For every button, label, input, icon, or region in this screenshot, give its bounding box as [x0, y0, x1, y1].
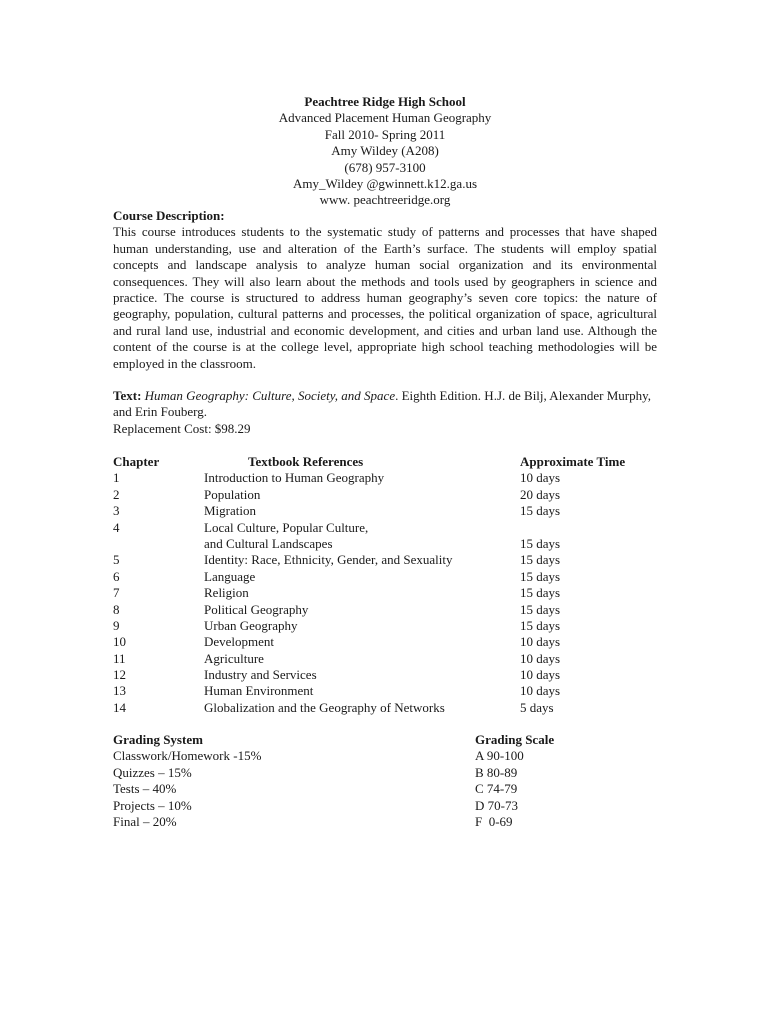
chapter-title-line2: and Cultural Landscapes	[204, 535, 333, 551]
grading-scale-item: D 70-73	[475, 797, 518, 813]
chapter-title: Political Geography	[204, 601, 309, 617]
chapter-number: 12	[113, 667, 126, 683]
chapter-title-line1: Local Culture, Popular Culture,	[204, 519, 369, 535]
chapter-title: Globalization and the Geography of Networks	[204, 699, 445, 715]
chapter-number: 9	[113, 617, 120, 633]
chapter-time: 20 days	[520, 486, 561, 502]
school-name: Peachtree Ridge High School	[304, 94, 466, 109]
chapter-number: 6	[113, 568, 120, 584]
course-description	[113, 208, 657, 372]
grading-scale-item: C 74-79	[475, 781, 518, 797]
table-row	[113, 487, 673, 503]
chapter-number: 8	[113, 601, 120, 617]
grading-system-item: Projects – 10%	[113, 797, 192, 813]
grading-system-item: Final – 20%	[113, 813, 177, 829]
chapter-time: 15 days	[520, 617, 561, 633]
header-references: Textbook References	[248, 454, 364, 469]
chapter-title: Human Environment	[204, 683, 314, 699]
chapter-time: 15 days	[520, 503, 561, 519]
description-body: This course introduces students to the systematic study of patterns and processes that have shaped human understanding, use and alteration of the Earth’s surface. The students will employ spatial concepts and landscape analysis to analyze human social organization and its environmental consequences. They will also learn about the methods and tools used by geographers in science and practice. The course is structured to address human geography’s seven core topics: the nature of geography, population, cultural patterns and processes, the political organization of space, agricultural and rural land use, industrial and economic development, and cities and urban land use. Although the content of the course is at the college level, appropriate high school teaching methodologies will be employed in the classroom.	[113, 224, 657, 371]
chapter-number: 3	[113, 503, 120, 519]
textbook-citation	[113, 388, 657, 421]
header-chapter: Chapter	[113, 454, 160, 469]
chapter-table	[113, 454, 673, 716]
chapter-time: 10 days	[520, 634, 561, 650]
textbook-title: Human Geography: Culture, Society, and Space	[144, 388, 396, 403]
grading-system-item: Classwork/Homework -15%	[113, 748, 262, 764]
table-row	[113, 634, 673, 650]
chapter-table-header	[113, 454, 673, 470]
table-row	[113, 520, 673, 553]
phone-number: (678) 957-3100	[344, 159, 426, 175]
chapter-title: Urban Geography	[204, 617, 298, 633]
table-row	[113, 470, 673, 486]
chapter-title: Introduction to Human Geography	[204, 470, 385, 486]
chapter-number: 10	[113, 634, 126, 650]
chapter-number: 13	[113, 683, 126, 699]
chapter-time: 10 days	[520, 667, 561, 683]
grading-system-heading: Grading System	[113, 732, 203, 747]
chapter-number: 14	[113, 699, 126, 715]
chapter-time: 15 days	[520, 601, 561, 617]
table-row	[113, 651, 673, 667]
chapter-number: 4	[113, 519, 120, 535]
email-address: Amy_Wildey @gwinnett.k12.ga.us	[292, 176, 478, 192]
document-header	[0, 94, 770, 209]
chapter-title: Industry and Services	[204, 667, 317, 683]
table-row	[113, 602, 673, 618]
grading-scale	[475, 732, 554, 830]
chapter-title: Identity: Race, Ethnicity, Gender, and Sexuality	[204, 552, 453, 568]
grading-system	[113, 732, 261, 830]
chapter-time: 15 days	[520, 585, 561, 601]
grading-system-item: Tests – 40%	[113, 781, 177, 797]
table-row	[113, 552, 673, 568]
header-time: Approximate Time	[520, 453, 626, 469]
chapter-number: 11	[113, 650, 126, 666]
chapter-number: 5	[113, 552, 120, 568]
chapter-title: Religion	[204, 585, 249, 601]
chapter-time: 5 days	[520, 699, 554, 715]
term: Fall 2010- Spring 2011	[324, 126, 446, 142]
chapter-title: Migration	[204, 503, 256, 519]
chapter-number: 1	[113, 470, 120, 486]
chapter-time: 15 days	[520, 568, 561, 584]
course-name: Advanced Placement Human Geography	[278, 110, 492, 126]
website: www. peachtreeridge.org	[319, 192, 451, 208]
chapter-title: Language	[204, 568, 256, 584]
chapter-number: 7	[113, 585, 120, 601]
chapter-time: 10 days	[520, 683, 561, 699]
table-row	[113, 569, 673, 585]
table-row	[113, 700, 673, 716]
table-row	[113, 683, 673, 699]
table-row	[113, 618, 673, 634]
grading-system-item: Quizzes – 15%	[113, 764, 192, 780]
table-row	[113, 667, 673, 683]
chapter-time: 15 days	[520, 552, 561, 568]
replacement-cost: Replacement Cost: $98.29	[113, 420, 251, 436]
chapter-title: Agriculture	[204, 650, 264, 666]
chapter-title: Development	[204, 634, 275, 650]
chapter-time: 10 days	[520, 650, 561, 666]
grading-scale-item: B 80-89	[475, 764, 518, 780]
chapter-number: 2	[113, 486, 120, 502]
chapter-title: Population	[204, 486, 261, 502]
grading-scale-item: F 0-69	[475, 813, 513, 829]
chapter-time: 15 days	[520, 535, 561, 551]
description-heading: Course Description:	[113, 208, 225, 223]
table-row	[113, 585, 673, 601]
grading-scale-item: A 90-100	[475, 748, 524, 764]
table-row	[113, 503, 673, 519]
teacher-name: Amy Wildey (A208)	[331, 143, 439, 159]
textbook-info	[113, 388, 657, 437]
textbook-details: . Eighth Edition. H.J. de Bilj, Alexander Murphy, and Erin Fouberg.	[113, 388, 651, 420]
chapter-title	[204, 520, 368, 553]
grading-scale-heading: Grading Scale	[475, 732, 555, 747]
text-label: Text:	[113, 388, 142, 403]
chapter-time: 10 days	[520, 470, 561, 486]
